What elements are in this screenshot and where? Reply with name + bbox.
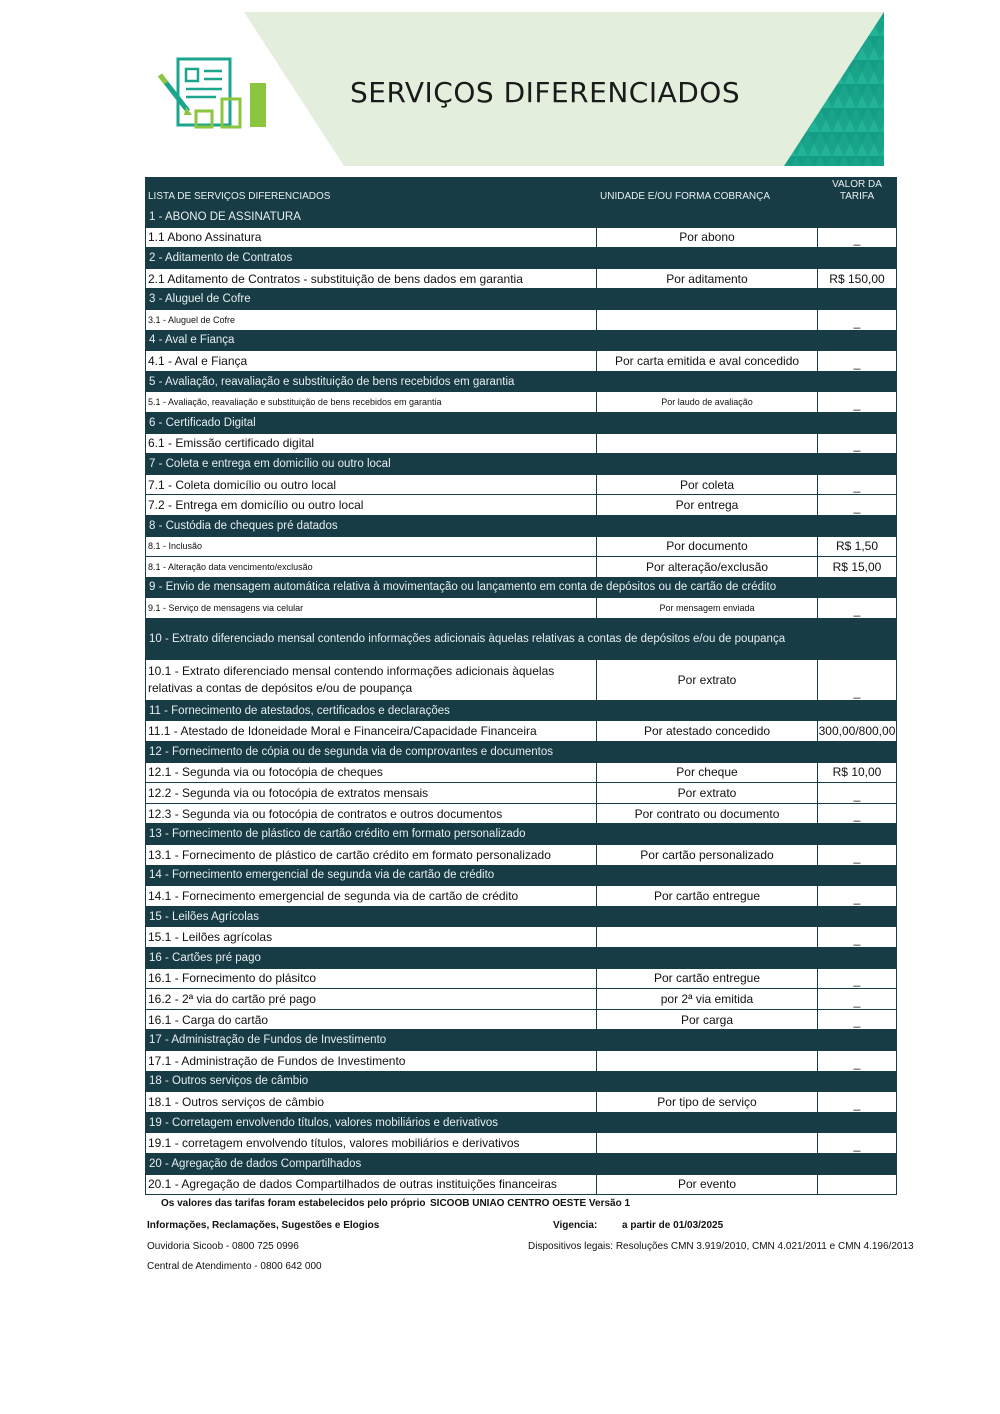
service-value: _ <box>853 232 861 247</box>
section-label: 13 - Fornecimento de plástico de cartão crédito em formato personalizado <box>149 828 526 841</box>
service-value: _ <box>853 355 861 370</box>
service-unit: Por carta emitida e aval concedido <box>597 351 818 371</box>
section-header <box>145 1154 897 1175</box>
section-label: 15 - Leilões Agrícolas <box>149 910 259 923</box>
service-name: 12.1 - Segunda via ou fotocópia de cheques <box>146 763 597 783</box>
table-row <box>145 721 897 742</box>
service-name: 12.3 - Segunda via ou fotocópia de contratos e outros documentos <box>146 804 597 824</box>
section-header <box>145 824 897 845</box>
service-value: _ <box>853 1096 861 1111</box>
service-unit: Por documento <box>597 537 818 557</box>
service-unit <box>597 434 818 454</box>
section-label: 16 - Cartões pré pago <box>149 951 261 964</box>
section-header <box>145 619 897 660</box>
service-unit: Por contrato ou documento <box>597 804 818 824</box>
service-unit: Por extrato <box>597 660 818 700</box>
service-name: 14.1 - Fornecimento emergencial de segunda via de cartão de crédito <box>146 886 597 906</box>
section-header <box>145 701 897 722</box>
service-unit <box>597 310 818 330</box>
section-header <box>145 1030 897 1051</box>
table-row <box>145 763 897 784</box>
section-label: 7 - Coleta e entrega em domicílio ou outro local <box>149 457 391 470</box>
table-row <box>145 1175 897 1196</box>
table-row <box>145 475 897 496</box>
section-label: 17 - Administração de Fundos de Investimento <box>149 1034 387 1047</box>
section-header <box>145 331 897 352</box>
section-label: 18 - Outros serviços de câmbio <box>149 1075 309 1088</box>
service-value: 300,00/800,00 <box>818 724 896 739</box>
section-header <box>145 578 897 599</box>
service-value: _ <box>853 808 861 823</box>
table-row <box>145 537 897 558</box>
service-name: 8.1 - Alteração data vencimento/exclusão <box>146 557 597 577</box>
service-unit: Por entrega <box>597 495 818 515</box>
service-name: 6.1 - Emissão certificado digital <box>146 434 597 454</box>
section-header <box>145 289 897 310</box>
central-atendimento: Central de Atendimento - 0800 642 000 <box>147 1261 322 1272</box>
section-label: 2 - Aditamento de Contratos <box>149 251 293 264</box>
service-unit: Por abono <box>597 228 818 248</box>
service-unit: Por laudo de avaliação <box>597 392 818 412</box>
service-value: _ <box>853 973 861 988</box>
table-row <box>145 886 897 907</box>
service-value: R$ 1,50 <box>835 539 879 554</box>
service-name: 20.1 - Agregação de dados Compartilhados de outras instituições financeiras <box>146 1175 597 1195</box>
table-row <box>145 1133 897 1154</box>
section-header <box>145 948 897 969</box>
service-unit: Por tipo de serviço <box>597 1092 818 1112</box>
service-value: _ <box>853 438 861 453</box>
section-header <box>145 907 897 928</box>
section-header <box>145 1072 897 1093</box>
service-value: _ <box>853 993 861 1008</box>
service-name: 5.1 - Avaliação, reavaliação e substituição de bens recebidos em garantia <box>146 392 597 412</box>
vigencia-value: a partir de 01/03/2025 <box>622 1220 724 1231</box>
service-unit: Por atestado concedido <box>597 721 818 741</box>
table-row <box>145 804 897 825</box>
service-value: _ <box>853 787 861 802</box>
section-label: 4 - Aval e Fiança <box>149 334 235 347</box>
service-unit: Por alteração/exclusão <box>597 557 818 577</box>
service-value: R$ 15,00 <box>832 559 882 574</box>
section-header <box>145 1113 897 1134</box>
service-value: _ <box>853 1014 861 1029</box>
service-unit <box>597 1051 818 1071</box>
service-name: 18.1 - Outros serviços de câmbio <box>146 1092 597 1112</box>
section-label: 20 - Agregação de dados Compartilhados <box>149 1157 362 1170</box>
table-row <box>145 392 897 413</box>
service-unit: Por mensagem enviada <box>597 598 818 618</box>
section-label: 9 - Envio de mensagem automática relativa à movimentação ou lançamento em conta de depósitos ou de cartão de crédito <box>149 581 777 594</box>
service-unit <box>597 1133 818 1153</box>
table-row <box>145 1051 897 1072</box>
section-label: 11 - Fornecimento de atestados, certificados e declarações <box>149 704 450 717</box>
service-value: R$ 10,00 <box>832 765 882 780</box>
table-row <box>145 989 897 1010</box>
section-label: 14 - Fornecimento emergencial de segunda via de cartão de crédito <box>149 869 495 882</box>
service-name: 16.1 - Carga do cartão <box>146 1010 597 1030</box>
section-label: 12 - Fornecimento de cópia ou de segunda via de comprovantes e documentos <box>149 745 554 758</box>
section-label: 5 - Avaliação, reavaliação e substituição de bens recebidos em garantia <box>149 375 515 388</box>
service-unit: Por coleta <box>597 475 818 495</box>
page-title: SERVIÇOS DIFERENCIADOS <box>350 76 741 109</box>
footer-note: Os valores das tarifas foram estabelecidos pelo próprio <box>161 1198 426 1209</box>
document-chart-icon <box>156 55 272 131</box>
table-row <box>145 783 897 804</box>
section-header <box>145 516 897 537</box>
service-name: 11.1 - Atestado de Idoneidade Moral e Financeira/Capacidade Financeira <box>146 721 597 741</box>
section-label: 3 - Aluguel de Cofre <box>149 293 251 306</box>
table-header <box>145 177 897 207</box>
service-name: 2.1 Aditamento de Contratos - substituição de bens dados em garantia <box>146 269 597 289</box>
service-value: _ <box>853 602 861 617</box>
service-unit: Por extrato <box>597 783 818 803</box>
service-name: 7.2 - Entrega em domicílio ou outro local <box>146 495 597 515</box>
service-name: 13.1 - Fornecimento de plástico de cartão crédito em formato personalizado <box>146 845 597 865</box>
service-value: _ <box>853 1137 861 1152</box>
service-name: 19.1 - corretagem envolvendo títulos, valores mobiliários e derivativos <box>146 1133 597 1153</box>
table-row <box>145 927 897 948</box>
service-name: 15.1 - Leilões agrícolas <box>146 927 597 947</box>
header-services: LISTA DE SERVIÇOS DIFERENCIADOS <box>148 191 331 202</box>
table-row <box>145 660 897 701</box>
service-unit: Por cartão entregue <box>597 969 818 989</box>
vigencia-label: Vigencia: <box>553 1220 598 1231</box>
footer-info: Informações, Reclamações, Sugestões e Elogios <box>147 1220 380 1231</box>
section-header <box>145 372 897 393</box>
section-label: 6 - Certificado Digital <box>149 416 256 429</box>
service-value: _ <box>853 890 861 905</box>
service-name: 16.1 - Fornecimento do plásitco <box>146 969 597 989</box>
service-value: _ <box>853 684 861 699</box>
table-row <box>145 969 897 990</box>
services-table <box>145 177 897 1195</box>
ouvidoria: Ouvidoria Sicoob - 0800 725 0996 <box>147 1241 299 1252</box>
header-value: VALOR DA TARIFA <box>832 179 882 202</box>
service-unit: Por cartão entregue <box>597 886 818 906</box>
service-unit: Por cartão personalizado <box>597 845 818 865</box>
service-value: _ <box>853 499 861 514</box>
service-name: 4.1 - Aval e Fiança <box>146 351 597 371</box>
table-row <box>145 495 897 516</box>
table-row <box>145 351 897 372</box>
table-row <box>145 228 897 249</box>
section-label: 10 - Extrato diferenciado mensal contendo informações adicionais àquelas relativas a contas de depósitos e/ou de poupança <box>149 632 786 645</box>
service-unit: Por carga <box>597 1010 818 1030</box>
section-label: 8 - Custódia de cheques pré datados <box>149 519 338 532</box>
service-value: _ <box>853 932 861 946</box>
service-name: 8.1 - Inclusão <box>146 537 597 557</box>
service-name: 12.2 - Segunda via ou fotocópia de extratos mensais <box>146 783 597 803</box>
section-header <box>145 207 897 228</box>
legal-dispositions: Dispositivos legais: Resoluções CMN 3.919/2010, CMN 4.021/2011 e CMN 4.196/2013 <box>528 1241 914 1252</box>
service-name: 17.1 - Administração de Fundos de Investimento <box>146 1051 597 1071</box>
footer-version: SICOOB UNIAO CENTRO OESTE Versão 1 <box>430 1198 631 1209</box>
service-name: 3.1 - Aluguel de Cofre <box>146 310 597 330</box>
section-header <box>145 413 897 434</box>
service-value: _ <box>853 849 861 864</box>
section-label: 19 - Corretagem envolvendo títulos, valores mobiliários e derivativos <box>149 1116 498 1129</box>
section-header <box>145 866 897 887</box>
section-header <box>145 454 897 475</box>
service-unit <box>597 927 818 947</box>
table-row <box>145 845 897 866</box>
service-name: 16.2 - 2ª via do cartão pré pago <box>146 989 597 1009</box>
table-row <box>145 434 897 455</box>
table-row <box>145 1092 897 1113</box>
service-value: _ <box>853 396 861 411</box>
service-name: 9.1 - Serviço de mensagens via celular <box>146 598 597 618</box>
service-value: _ <box>853 479 861 494</box>
table-row <box>145 310 897 331</box>
service-value <box>818 1175 896 1195</box>
service-name: 1.1 Abono Assinatura <box>146 228 597 248</box>
table-row <box>145 269 897 290</box>
service-value: R$ 150,00 <box>829 271 885 286</box>
service-name: 10.1 - Extrato diferenciado mensal contendo informações adicionais àquelas relativas a contas de depósitos e/ou de poupança <box>146 660 597 700</box>
service-value: _ <box>853 1055 861 1070</box>
table-row <box>145 598 897 619</box>
service-name: 7.1 - Coleta domicílio ou outro local <box>146 475 597 495</box>
service-unit: Por evento <box>597 1175 818 1195</box>
section-header <box>145 742 897 763</box>
service-value: _ <box>853 314 861 329</box>
service-unit: por 2ª via emitida <box>597 989 818 1009</box>
service-unit: Por cheque <box>597 763 818 783</box>
header-unit: UNIDADE E/OU FORMA COBRANÇA <box>600 191 771 202</box>
section-label: 1 - ABONO DE ASSINATURA <box>149 210 301 223</box>
service-unit: Por aditamento <box>597 269 818 289</box>
table-row <box>145 557 897 578</box>
table-row <box>145 1010 897 1031</box>
section-header <box>145 248 897 269</box>
